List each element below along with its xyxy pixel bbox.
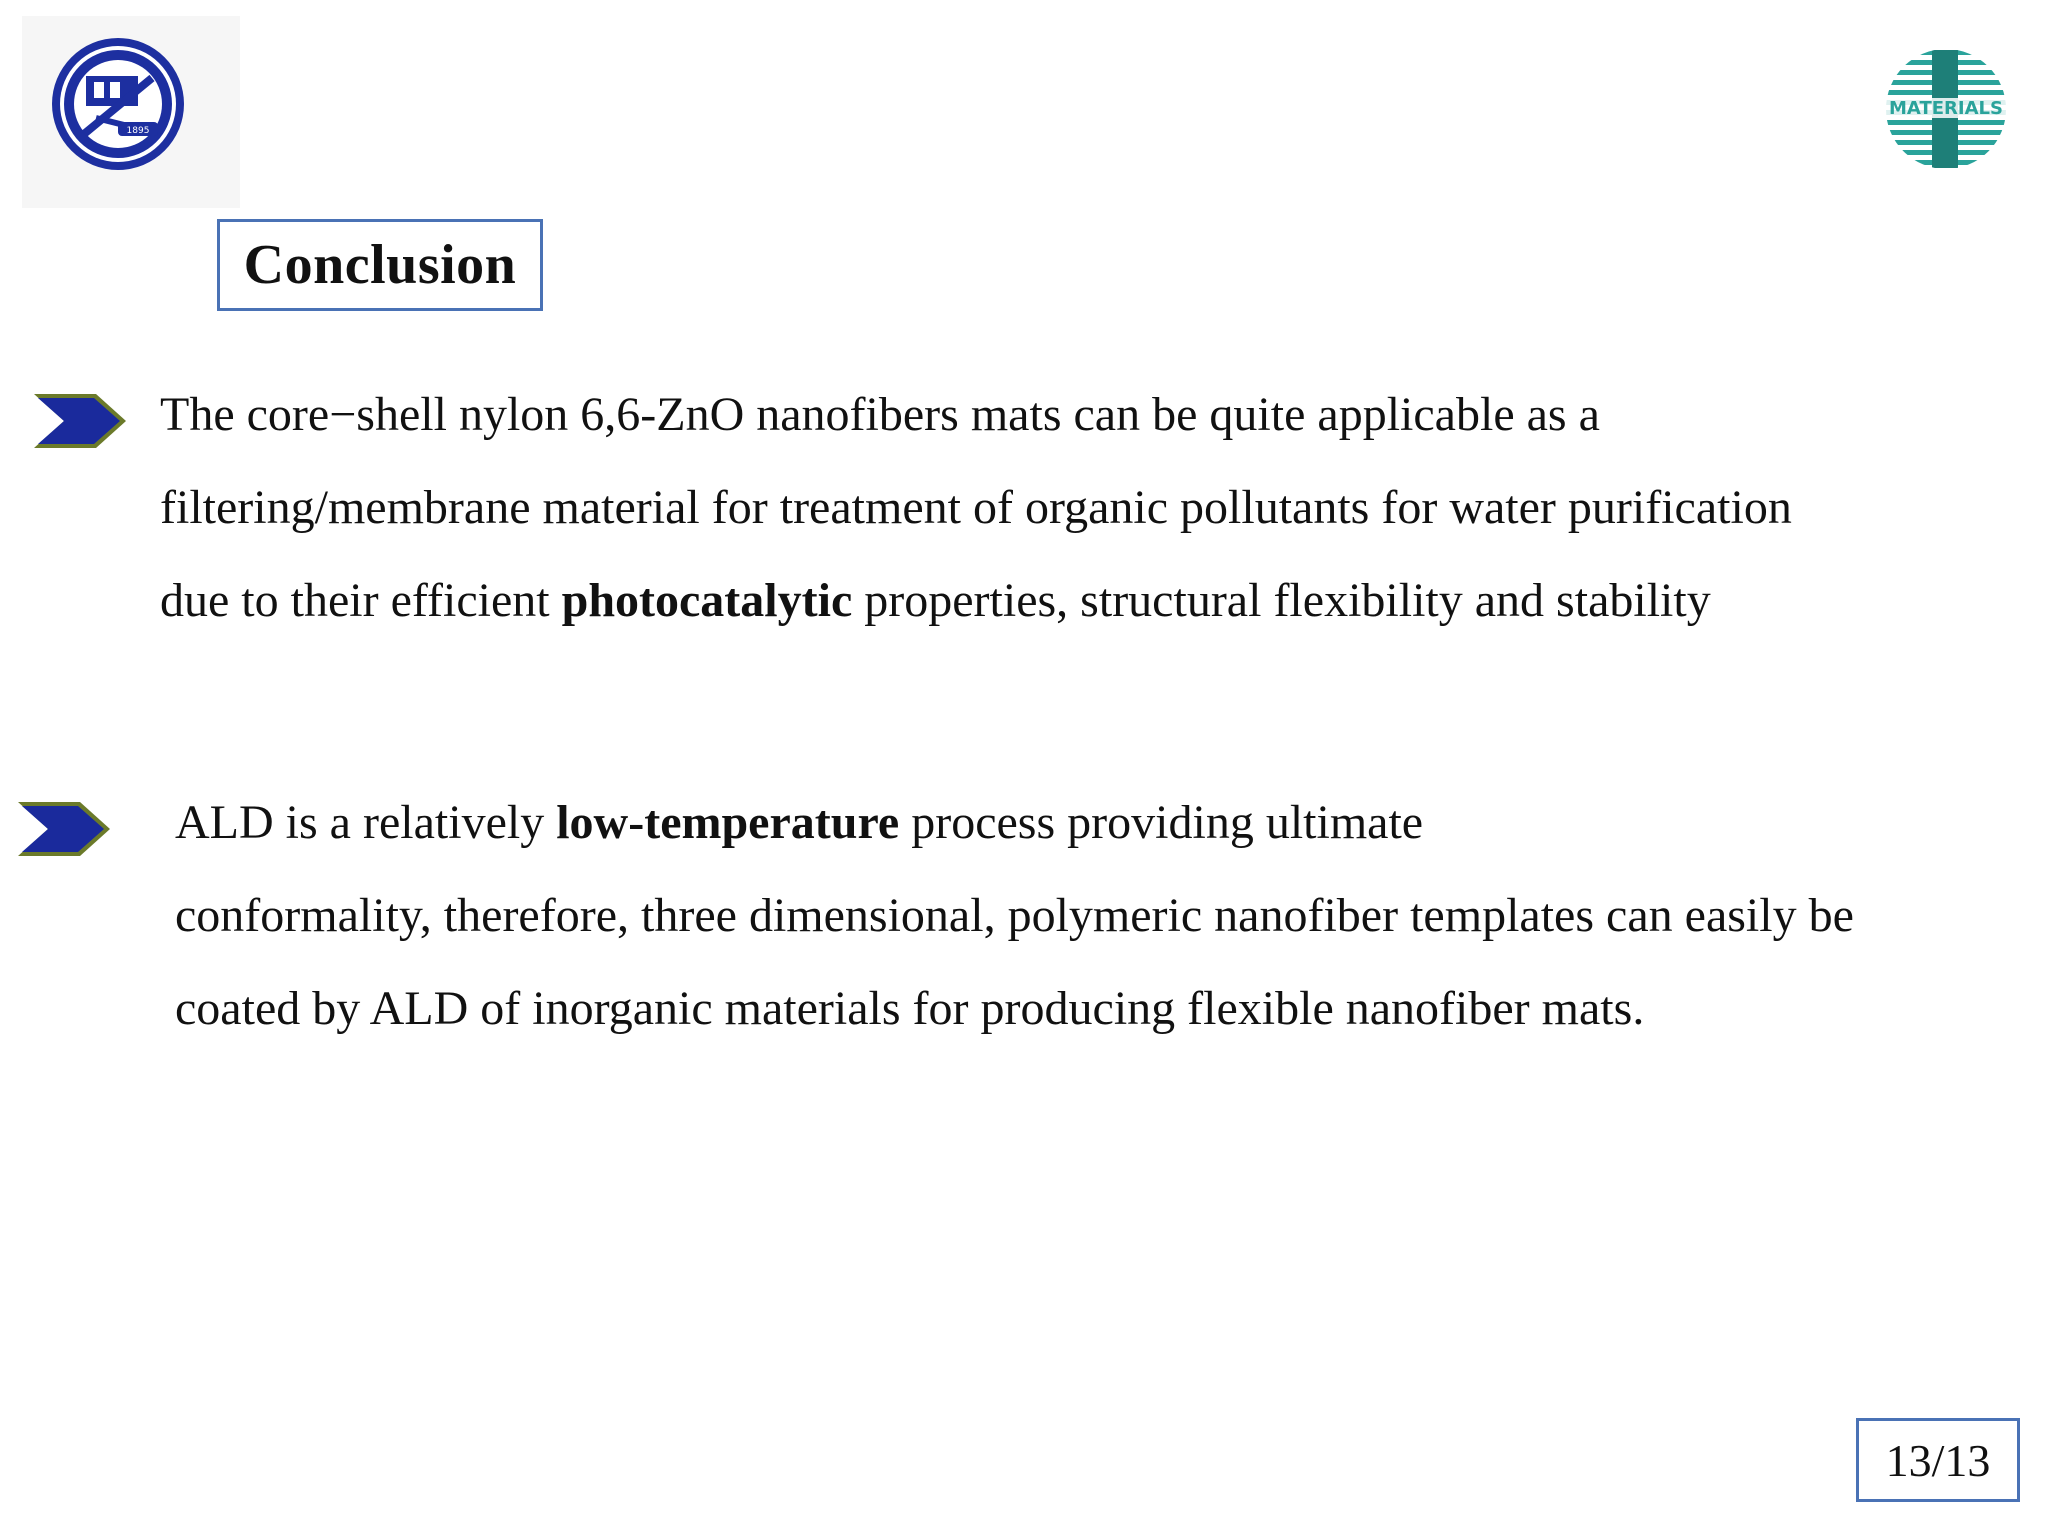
text-line: The core−shell nylon 6,6-ZnO nanofibers mats can be quite applicable as a <box>160 388 1600 441</box>
university-logo <box>22 16 240 208</box>
text-line: coated by ALD of inorganic materials for producing flexible nanofiber mats. <box>175 982 1645 1035</box>
ncu-materials-logo-icon <box>1870 44 2022 174</box>
bullet-text-2 <box>175 776 1854 1055</box>
slide-title: Conclusion <box>243 234 517 296</box>
bullet-text-1 <box>160 368 1792 647</box>
department-logo <box>1870 44 2022 174</box>
text-line: filtering/membrane material for treatment of organic pollutants for water purification <box>160 481 1792 534</box>
logo-label: MATERIALS <box>1889 98 2003 119</box>
page-number-box <box>1856 1418 2020 1502</box>
page-number: 13/13 <box>1885 1434 1991 1486</box>
university-seal-icon <box>48 34 188 174</box>
slide-title-box <box>217 219 543 311</box>
text-line: conformality, therefore, three dimensional, polymeric nanofiber templates can easily be <box>175 889 1854 942</box>
emphasis-text: low-temperature <box>556 796 900 849</box>
seal-year: 1895 <box>126 126 150 136</box>
text-line: ALD is a relatively low-temperature process providing ultimate <box>175 796 1424 849</box>
emphasis-text: photocatalytic <box>561 574 853 627</box>
chevron-bullet-icon <box>32 392 128 450</box>
text-line: due to their efficient photocatalytic properties, structural flexibility and stability <box>160 574 1711 627</box>
chevron-bullet-icon <box>16 800 112 858</box>
